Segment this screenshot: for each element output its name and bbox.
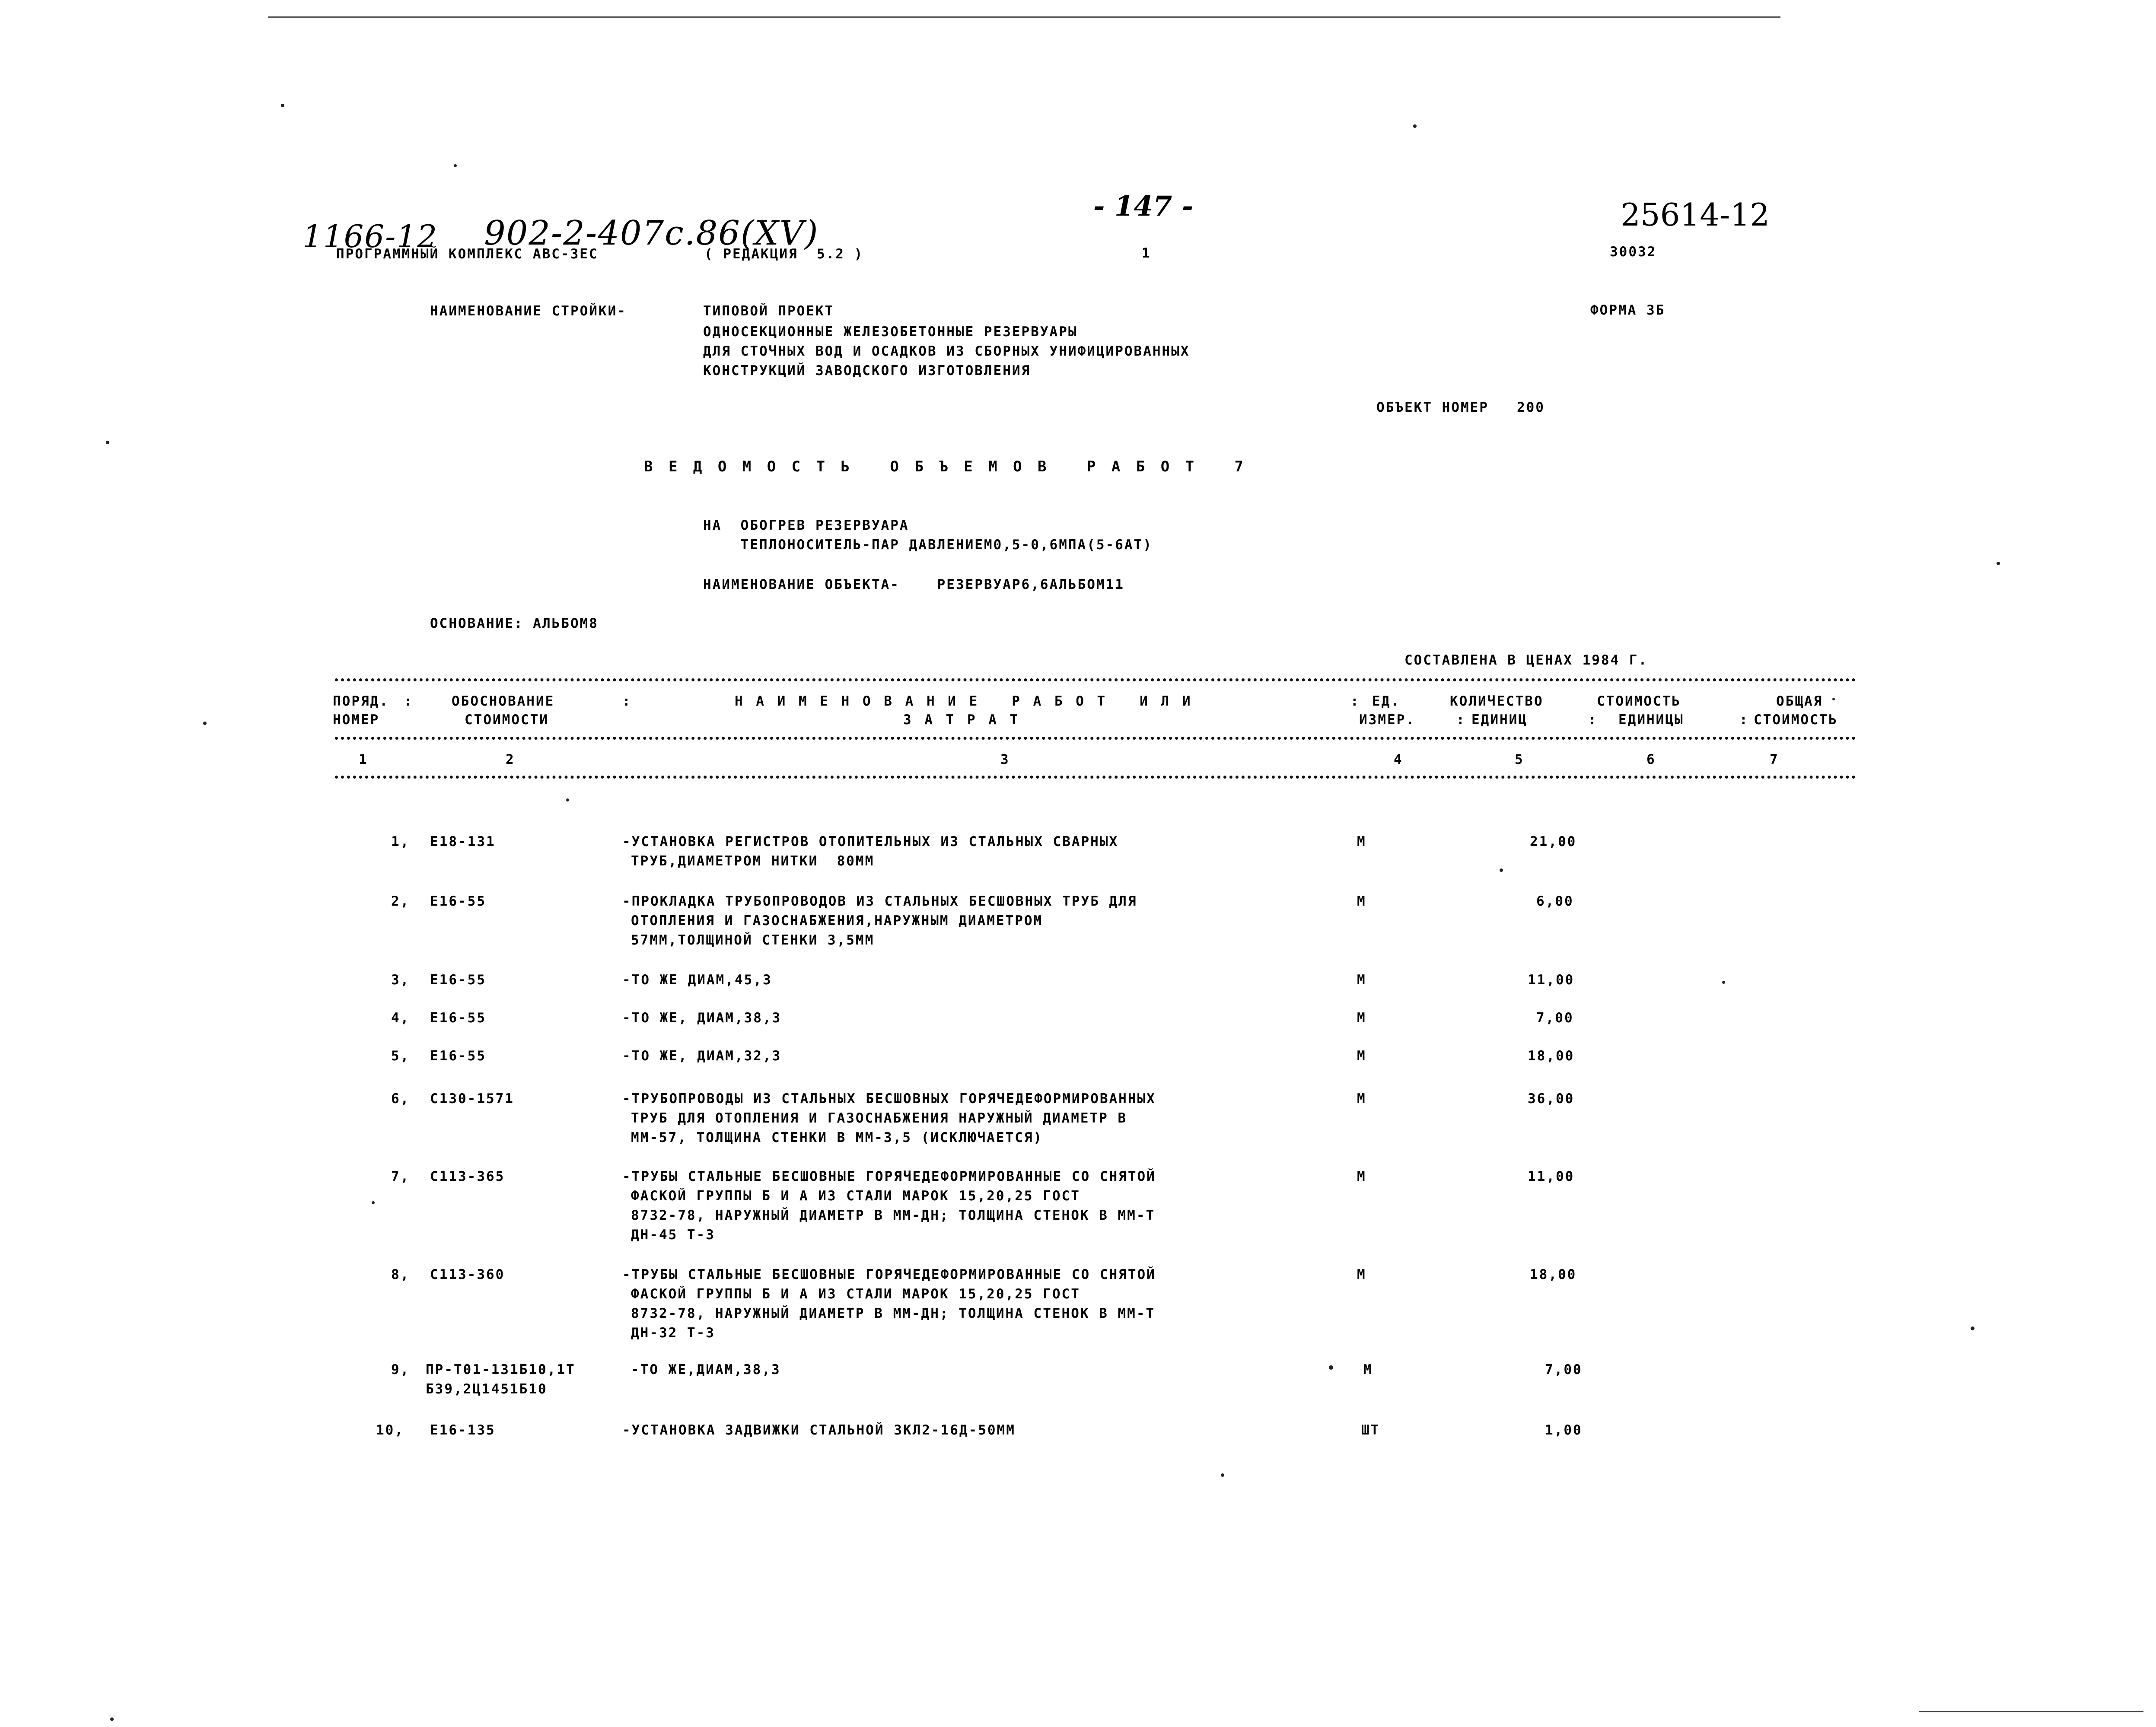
row-1-qty: 21,00 (1530, 834, 1577, 849)
row-9-unit: М (1363, 1362, 1373, 1377)
row-5-basis: Е16-55 (430, 1048, 486, 1064)
row-4-unit: М (1357, 1010, 1366, 1026)
row-2-qty: 6,00 (1536, 894, 1574, 909)
row-4-no: 4, (391, 1010, 410, 1026)
row-1-basis: Е18-131 (430, 834, 496, 849)
top-scan-line (268, 16, 1780, 18)
row-7-name-4: ДН-45 Т-3 (631, 1227, 715, 1243)
header-separators-4: : (1456, 712, 1466, 728)
col-num-5: 5 (1515, 752, 1524, 767)
row-6-name-2: ТРУБ ДЛЯ ОТОПЛЕНИЯ И ГАЗОСНАБЖЕНИЯ НАРУЖНЫЙ ДИАМЕТР В (631, 1110, 1127, 1126)
row-10-basis: Е16-135 (430, 1422, 496, 1438)
row-3-no: 3, (391, 972, 410, 988)
handwritten-project-code: 902-2-407c.86(XV) (484, 214, 819, 253)
row-1-name-1: -УСТАНОВКА РЕГИСТРОВ ОТОПИТЕЛЬНЫХ ИЗ СТАЛЬНЫХ СВАРНЫХ (622, 834, 1119, 849)
col-num-6: 6 (1646, 752, 1656, 767)
row-1-unit: М (1357, 834, 1366, 849)
row-8-name-2: ФАСКОЙ ГРУППЫ Б И А ИЗ СТАЛИ МАРОК 15,20,25 ГОСТ (631, 1286, 1080, 1302)
row-7-unit: М (1357, 1169, 1366, 1184)
row-10-no: 10, (376, 1422, 404, 1438)
purpose-line-2: ТЕПЛОНОСИТЕЛЬ-ПАР ДАВЛЕНИЕМ0,5-0,6МПА(5-6АТ) (703, 537, 1153, 553)
row-3-name-1: -ТО ЖЕ ДИАМ,45,3 (622, 972, 772, 988)
row-2-unit: М (1357, 894, 1366, 909)
col-num-3: 3 (1000, 752, 1010, 767)
col-header-6-line2: ЕДИНИЦЫ (1618, 712, 1684, 728)
construction-line-1: ТИПОВОЙ ПРОЕКТ (703, 303, 834, 319)
bottom-scan-line (1919, 1711, 2143, 1712)
row-7-qty: 11,00 (1528, 1169, 1575, 1184)
scan-speck (372, 1201, 375, 1204)
col-header-4-line2: ИЗМЕР. (1359, 712, 1415, 728)
row-7-no: 7, (391, 1169, 410, 1184)
col-header-1-line2: НОМЕР (333, 712, 380, 728)
col-num-7: 7 (1770, 752, 1779, 767)
row-7-name-1: -ТРУБЫ СТАЛЬНЫЕ БЕСШОВНЫЕ ГОРЯЧЕДЕФОРМИРОВАННЫЕ СО СНЯТОЙ (622, 1169, 1156, 1184)
row-6-qty: 36,00 (1528, 1091, 1575, 1107)
row-8-name-1: -ТРУБЫ СТАЛЬНЫЕ БЕСШОВНЫЕ ГОРЯЧЕДЕФОРМИРОВАННЫЕ СО СНЯТОЙ (622, 1267, 1156, 1282)
col-header-7-line1: ОБЩАЯ (1776, 693, 1823, 709)
row-1-name-2: ТРУБ,ДИАМЕТРОМ НИТКИ 80ММ (631, 853, 875, 869)
scan-speck (281, 104, 284, 107)
col-header-3-line2: З А Т Р А Т (903, 712, 1021, 728)
col-header-3-line1: Н А И М Е Н О В А Н И Е Р А Б О Т И Л И (735, 693, 1193, 709)
col-header-6-line1: СТОИМОСТЬ (1597, 693, 1681, 709)
col-header-5-line1: КОЛИЧЕСТВО (1450, 693, 1544, 709)
row-8-qty: 18,00 (1530, 1267, 1577, 1282)
table-rule-top (335, 678, 1856, 681)
row-8-name-3: 8732-78, НАРУЖНЫЙ ДИАМЕТР В ММ-ДН; ТОЛЩИНА СТЕНОК В ММ-Т (631, 1306, 1156, 1321)
table-rule-mid (335, 737, 1856, 740)
row-1-no: 1, (391, 834, 410, 849)
row-4-name-1: -ТО ЖЕ, ДИАМ,38,3 (622, 1010, 782, 1026)
object-name: НАИМЕНОВАНИЕ ОБЪЕКТА- РЕЗЕРВУАР6,6АЛЬБОМ11 (703, 577, 1124, 592)
scan-speck (203, 722, 207, 725)
basis: ОСНОВАНИЕ: АЛЬБОМ8 (430, 616, 599, 631)
col-header-2-line1: ОБОСНОВАНИЕ (452, 693, 555, 709)
form-number: ФОРМА 3Б (1590, 302, 1666, 318)
row-7-basis: С113-365 (430, 1169, 505, 1184)
row-10-unit: ШТ (1361, 1422, 1380, 1438)
row-7-name-2: ФАСКОЙ ГРУППЫ Б И А ИЗ СТАЛИ МАРОК 15,20,25 ГОСТ (631, 1188, 1080, 1204)
scan-speck (1997, 562, 2000, 565)
col-header-5-line2: ЕДИНИЦ (1471, 712, 1528, 728)
row-8-basis: С113-360 (430, 1267, 505, 1282)
row-6-name-1: -ТРУБОПРОВОДЫ ИЗ СТАЛЬНЫХ БЕСШОВНЫХ ГОРЯЧЕДЕФОРМИРОВАННЫХ (622, 1091, 1156, 1107)
construction-label: НАИМЕНОВАНИЕ СТРОЙКИ- (430, 303, 627, 319)
header-separators-1: : (404, 693, 414, 709)
scan-speck (1832, 698, 1835, 700)
row-9-basis-2: Б39,2Ц1451Б10 (426, 1381, 548, 1397)
table-rule-bottom (335, 776, 1856, 779)
page-number: - 147 - (1093, 190, 1194, 223)
scan-speck (1971, 1326, 1974, 1330)
scan-speck (566, 798, 569, 801)
header-separators-2: : (622, 693, 632, 709)
col-header-2-line2: СТОИМОСТИ (465, 712, 549, 728)
scan-speck (1221, 1473, 1224, 1477)
row-10-qty: 1,00 (1545, 1422, 1583, 1438)
purpose-line-1: НА ОБОГРЕВ РЕЗЕРВУАРА (703, 518, 909, 533)
header-separators-3: : (1350, 693, 1360, 709)
row-5-name-1: -ТО ЖЕ, ДИАМ,32,3 (622, 1048, 782, 1064)
row-10-name-1: -УСТАНОВКА ЗАДВИЖКИ СТАЛЬНОЙ ЗКЛ2-16Д-50ММ (622, 1422, 1016, 1438)
row-7-name-3: 8732-78, НАРУЖНЫЙ ДИАМЕТР В ММ-ДН; ТОЛЩИНА СТЕНОК В ММ-Т (631, 1208, 1156, 1223)
row-5-unit: М (1357, 1048, 1366, 1064)
col-header-7-line2: СТОИМОСТЬ (1754, 712, 1838, 728)
row-9-name-1: -ТО ЖЕ,ДИАМ,38,3 (631, 1362, 781, 1377)
handwritten-left-code: 1166-12 (303, 218, 438, 254)
row-9-qty: 7,00 (1545, 1362, 1583, 1377)
row-8-name-4: ДН-32 Т-3 (631, 1325, 715, 1341)
row-4-basis: Е16-55 (430, 1010, 486, 1026)
row-8-unit: М (1357, 1267, 1366, 1282)
program-name: ПРОГРАММНЫЙ КОМПЛЕКС АВС-ЗЕС (336, 246, 599, 262)
scan-speck (454, 164, 457, 167)
scan-speck (1500, 868, 1503, 872)
row-6-no: 6, (391, 1091, 410, 1107)
row-4-qty: 7,00 (1536, 1010, 1574, 1026)
revision: ( РЕДАКЦИЯ 5.2 ) (704, 246, 864, 262)
row-6-unit: М (1357, 1091, 1366, 1107)
scan-speck (106, 441, 109, 444)
row-9-no: 9, (391, 1362, 410, 1377)
row-6-name-3: ММ-57, ТОЛЩИНА СТЕНКИ В ММ-3,5 (ИСКЛЮЧАЕТСЯ) (631, 1130, 1043, 1145)
prices-year: СОСТАВЛЕНА В ЦЕНАХ 1984 Г. (1404, 652, 1648, 668)
row-2-name-2: ОТОПЛЕНИЯ И ГАЗОСНАБЖЕНИЯ,НАРУЖНЫМ ДИАМЕТРОМ (631, 913, 1043, 929)
object-number: ОБЪЕКТ НОМЕР 200 (1376, 400, 1545, 415)
row-8-no: 8, (391, 1267, 410, 1282)
col-num-4: 4 (1394, 752, 1403, 767)
row-5-no: 5, (391, 1048, 410, 1064)
scan-speck (1413, 124, 1417, 128)
col-header-4-line1: ЕД. (1372, 693, 1400, 709)
construction-line-4: КОНСТРУКЦИЙ ЗАВОДСКОГО ИЗГОТОВЛЕНИЯ (703, 363, 1031, 378)
row-2-name-1: -ПРОКЛАДКА ТРУБОПРОВОДОВ ИЗ СТАЛЬНЫХ БЕСШОВНЫХ ТРУБ ДЛЯ (622, 894, 1137, 909)
doc-number: 30032 (1610, 244, 1657, 260)
row-2-basis: Е16-55 (430, 894, 486, 909)
construction-line-3: ДЛЯ СТОЧНЫХ ВОД И ОСАДКОВ ИЗ СБОРНЫХ УНИФИЦИРОВАННЫХ (703, 343, 1190, 359)
header-separators-5: : (1588, 712, 1598, 728)
row-9-basis-1: ПР-Т01-131Б10,1Т (426, 1362, 576, 1377)
row-3-qty: 11,00 (1528, 972, 1575, 988)
document-title: В Е Д О М О С Т Ь О Б Ъ Е М О В Р А Б О Т 7 (644, 458, 1247, 475)
row-2-no: 2, (391, 894, 410, 909)
row-3-unit: М (1357, 972, 1366, 988)
sheet-number: 1 (1142, 245, 1151, 261)
row-5-qty: 18,00 (1528, 1048, 1575, 1064)
col-header-1-line1: ПОРЯД. (333, 693, 389, 709)
header-separators-6: : (1739, 712, 1749, 728)
scan-speck (110, 1717, 114, 1721)
row-3-basis: Е16-55 (430, 972, 486, 988)
col-num-1: 1 (359, 752, 368, 767)
scan-speck (1329, 1365, 1333, 1370)
col-num-2: 2 (506, 752, 515, 767)
construction-line-2: ОДНОСЕКЦИОННЫЕ ЖЕЛЕЗОБЕТОННЫЕ РЕЗЕРВУАРЫ (703, 324, 1078, 340)
scan-speck (1722, 981, 1725, 984)
row-2-name-3: 57ММ,ТОЛЩИНОЙ СТЕНКИ 3,5ММ (631, 932, 875, 948)
handwritten-right-code: 25614-12 (1621, 197, 1770, 233)
row-6-basis: С130-1571 (430, 1091, 514, 1107)
